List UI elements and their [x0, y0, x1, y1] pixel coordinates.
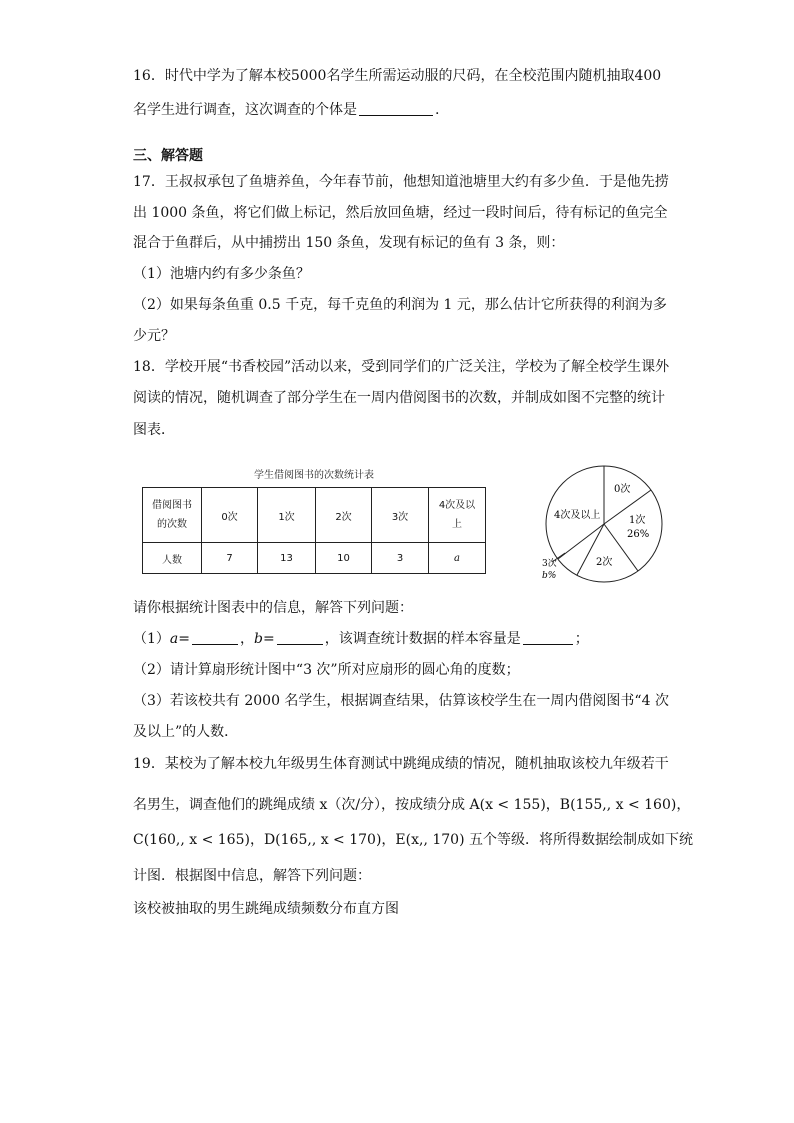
q17-line2: 出 1000 条鱼，将它们做上标记，然后放回鱼塘，经过一段时间后，待有标记的鱼完全: [133, 205, 668, 221]
var-b: b: [254, 631, 263, 647]
table-col-3: 3次: [372, 488, 429, 543]
q18-sub3-line1: （3）若该校共有 2000 名学生，根据调查结果，估算该校学生在一周内借阅图书“4 次: [133, 693, 669, 709]
pie-label-1: 1次: [629, 515, 646, 526]
q19-line3: C(160,, x < 165)，D(165,, x < 170)，E(x,, 170) 五个等级．将所得数据绘制成如下统: [133, 832, 693, 848]
q18-sub2: （2）请计算扇形统计图中“3 次”所对应扇形的圆心角的度数；: [133, 662, 520, 678]
table-row: [143, 543, 486, 574]
table-col-4plus: [429, 488, 486, 543]
q17-line1: 17．王叔叔承包了鱼塘养鱼，今年春节前，他想知道池塘里大约有多少鱼．于是他先捞: [133, 174, 669, 190]
table-header-times-b: 的次数: [157, 519, 187, 530]
q19-line4: 计图．根据图中信息，解答下列问题：: [133, 868, 371, 884]
section-title: 三、解答题: [133, 148, 203, 164]
q17-line3: 混合于鱼群后，从中捕捞出 150 条鱼，发现有标记的鱼有 3 条，则：: [133, 235, 565, 251]
q16-answer-blank: [359, 101, 433, 116]
q16-line2: [133, 100, 439, 120]
sep-a: ，: [240, 631, 255, 647]
q18-line3: 图表．: [133, 422, 175, 438]
blank-b: [277, 630, 323, 645]
q18-sub1-tail: ，该调查统计数据的样本容量是: [324, 631, 521, 647]
table-cell-3: 3: [372, 543, 429, 574]
q16-line2-end: .: [435, 102, 440, 118]
table-cell-2: 10: [316, 543, 372, 574]
q16-line2-text: 名学生进行调查，这次调查的个体是: [133, 102, 357, 118]
q18-sub3-line2: 及以上”的人数．: [133, 724, 239, 740]
q18-sub1: [133, 629, 589, 649]
table-row: [143, 488, 486, 543]
pie-label-3-pct: b%: [542, 571, 557, 581]
table-header-count: 人数: [143, 543, 202, 574]
pie-chart: [536, 460, 666, 590]
q18-line2: 阅读的情况，随机调查了部分学生在一周内借阅图书的次数，并制成如图不完整的统计: [133, 390, 665, 406]
pie-label-4plus: 4次及以上: [554, 510, 601, 521]
blank-sample-size: [523, 630, 573, 645]
eq-b: =: [262, 631, 275, 647]
table-header-times: [143, 488, 202, 543]
pie-label-0: 0次: [614, 484, 631, 495]
q19-line1: 19．某校为了解本校九年级男生体育测试中跳绳成绩的情况，随机抽取该校九年级若干: [133, 756, 669, 772]
q19-line5: 该校被抽取的男生跳绳成绩频数分布直方图: [133, 901, 399, 917]
q17-sub1: （1）池塘内约有多少条鱼？: [133, 266, 310, 282]
stat-table: [142, 487, 486, 574]
blank-a: [192, 630, 238, 645]
table-title: 学生借阅图书的次数统计表: [254, 470, 374, 481]
q18-sub1-num: （1）: [133, 631, 170, 647]
table-col-4plus-a: 4次及以: [438, 500, 476, 511]
q18-line1: 18．学校开展“书香校园”活动以来，受到同学们的广泛关注，学校为了解全校学生课外: [133, 359, 670, 375]
q18-prompt: 请你根据统计图表中的信息，解答下列问题：: [133, 600, 413, 616]
table-col-1: 1次: [258, 488, 316, 543]
pie-label-2: 2次: [596, 557, 613, 568]
q17-sub2-line2: 少元？: [133, 328, 175, 344]
table-col-0: 0次: [202, 488, 258, 543]
pie-label-1-pct: 26%: [627, 529, 650, 540]
q18-sub1-end: ；: [574, 631, 589, 647]
table-col-2: 2次: [316, 488, 372, 543]
var-a: a: [169, 631, 179, 647]
q17-sub2-line1: （2）如果每条鱼重 0.5 千克，每千克鱼的利润为 1 元，那么估计它所获得的利润为多: [133, 297, 667, 313]
q19-line2: 名男生，调查他们的跳绳成绩 x（次/分），按成绩分成 A(x < 155)，B(155,, x < 160)，: [133, 797, 691, 813]
q16-line1: 16．时代中学为了解本校5000名学生所需运动服的尺码，在全校范围内随机抽取400: [133, 68, 662, 84]
table-cell-0: 7: [202, 543, 258, 574]
pie-label-3: 3次: [542, 559, 557, 569]
table-cell-1: 13: [258, 543, 316, 574]
table-col-4plus-b: 上: [452, 519, 462, 530]
table-cell-4plus: a: [429, 543, 486, 574]
eq-a: =: [178, 631, 191, 647]
table-header-times-a: 借阅图书: [152, 500, 192, 511]
pie-divider-4: [558, 524, 604, 559]
